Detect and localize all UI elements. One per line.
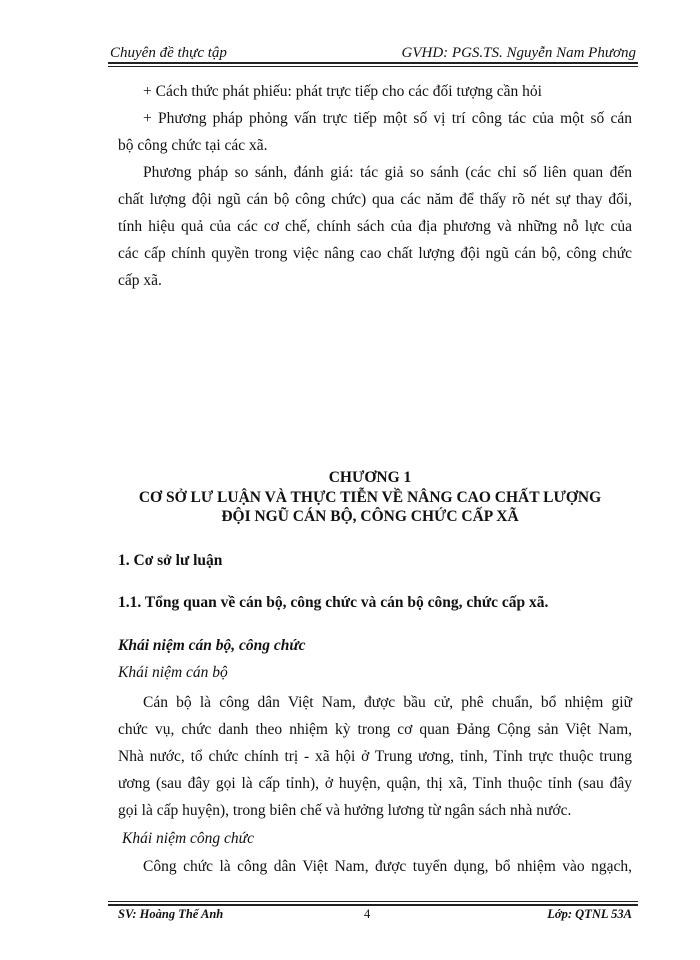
method-para-line-5: cấp xã. xyxy=(118,272,162,289)
canbo-line-4: ương (sau đây gọi là cấp tỉnh), ở huyện, quận, thị xã, Tỉnh thuộc tỉnh (sau đây xyxy=(118,775,632,792)
page-header xyxy=(110,38,636,62)
intro-line-1: + Cách thức phát phiếu: phát trực tiếp cho các đối tượng cần hỏi xyxy=(143,83,542,100)
footer-rule-thick xyxy=(108,904,638,906)
chapter-title-line-2: ĐỘI NGŨ CÁN BỘ, CÔNG CHỨC CẤP XÃ xyxy=(221,508,519,525)
chapter-number: CHƯƠNG 1 xyxy=(328,469,412,486)
congchuc-heading: Khái niệm công chức xyxy=(122,830,254,847)
section-1-heading: 1. Cơ sở lư luận xyxy=(118,552,223,569)
canbo-line-3: Nhà nước, tổ chức chính trị - xã hội ở Trung ương, tỉnh, Tỉnh trực thuộc trung xyxy=(118,748,632,765)
canbo-heading: Khái niệm cán bộ xyxy=(118,664,228,681)
header-rule-thick xyxy=(108,62,638,64)
method-para-line-3: tính hiệu quả của các cơ chế, chính sách của địa phương và những nỗ lực của xyxy=(118,218,632,235)
method-para-line-2: chất lượng đội ngũ cán bộ công chức) qua các năm để thấy rõ nét sự thay đổi, xyxy=(118,191,632,208)
footer-class: Lớp: QTNL 53A xyxy=(547,907,632,921)
concept-heading: Khái niệm cán bộ, công chức xyxy=(118,637,306,654)
canbo-line-5: gọi là cấp huyện), trong biên chế và hưởng lương từ ngân sách nhà nước. xyxy=(118,802,572,819)
intro-line-2a: + Phương pháp phỏng vấn trực tiếp một số vị trí công tác của một số cán xyxy=(143,110,632,127)
canbo-line-2: chức vụ, chức danh theo nhiệm kỳ trong cơ quan Đảng Cộng sản Việt Nam, xyxy=(118,721,632,738)
header-rule-thin xyxy=(108,66,638,67)
intro-line-2b: bộ công chức tại các xã. xyxy=(118,137,268,154)
method-para-line-4: các cấp chính quyền trong việc nâng cao chất lượng đội ngũ cán bộ, công chức xyxy=(118,245,632,262)
footer-student: SV: Hoàng Thế Anh xyxy=(118,907,224,921)
header-right: GVHD: PGS.TS. Nguyễn Nam Phương xyxy=(401,45,636,61)
canbo-line-1: Cán bộ là công dân Việt Nam, được bầu cử, phê chuẩn, bổ nhiệm giữ xyxy=(143,694,632,711)
congchuc-line-1: Công chức là công dân Việt Nam, được tuyển dụng, bổ nhiệm vào ngạch, xyxy=(143,858,632,875)
section-1-1-heading: 1.1. Tổng quan về cán bộ, công chức và cán bộ công, chức cấp xã. xyxy=(118,594,549,611)
header-left: Chuyên đề thực tập xyxy=(110,45,227,61)
method-para-line-1: Phương pháp so sánh, đánh giá: tác giả so sánh (các chỉ số liên quan đến xyxy=(143,164,632,181)
page-number: 4 xyxy=(364,907,371,921)
footer-rule-thin xyxy=(108,901,638,902)
chapter-title-line-1: CƠ SỞ LƯ LUẬN VÀ THỰC TIỄN VỀ NÂNG CAO CHẤT LƯỢNG xyxy=(138,489,602,506)
